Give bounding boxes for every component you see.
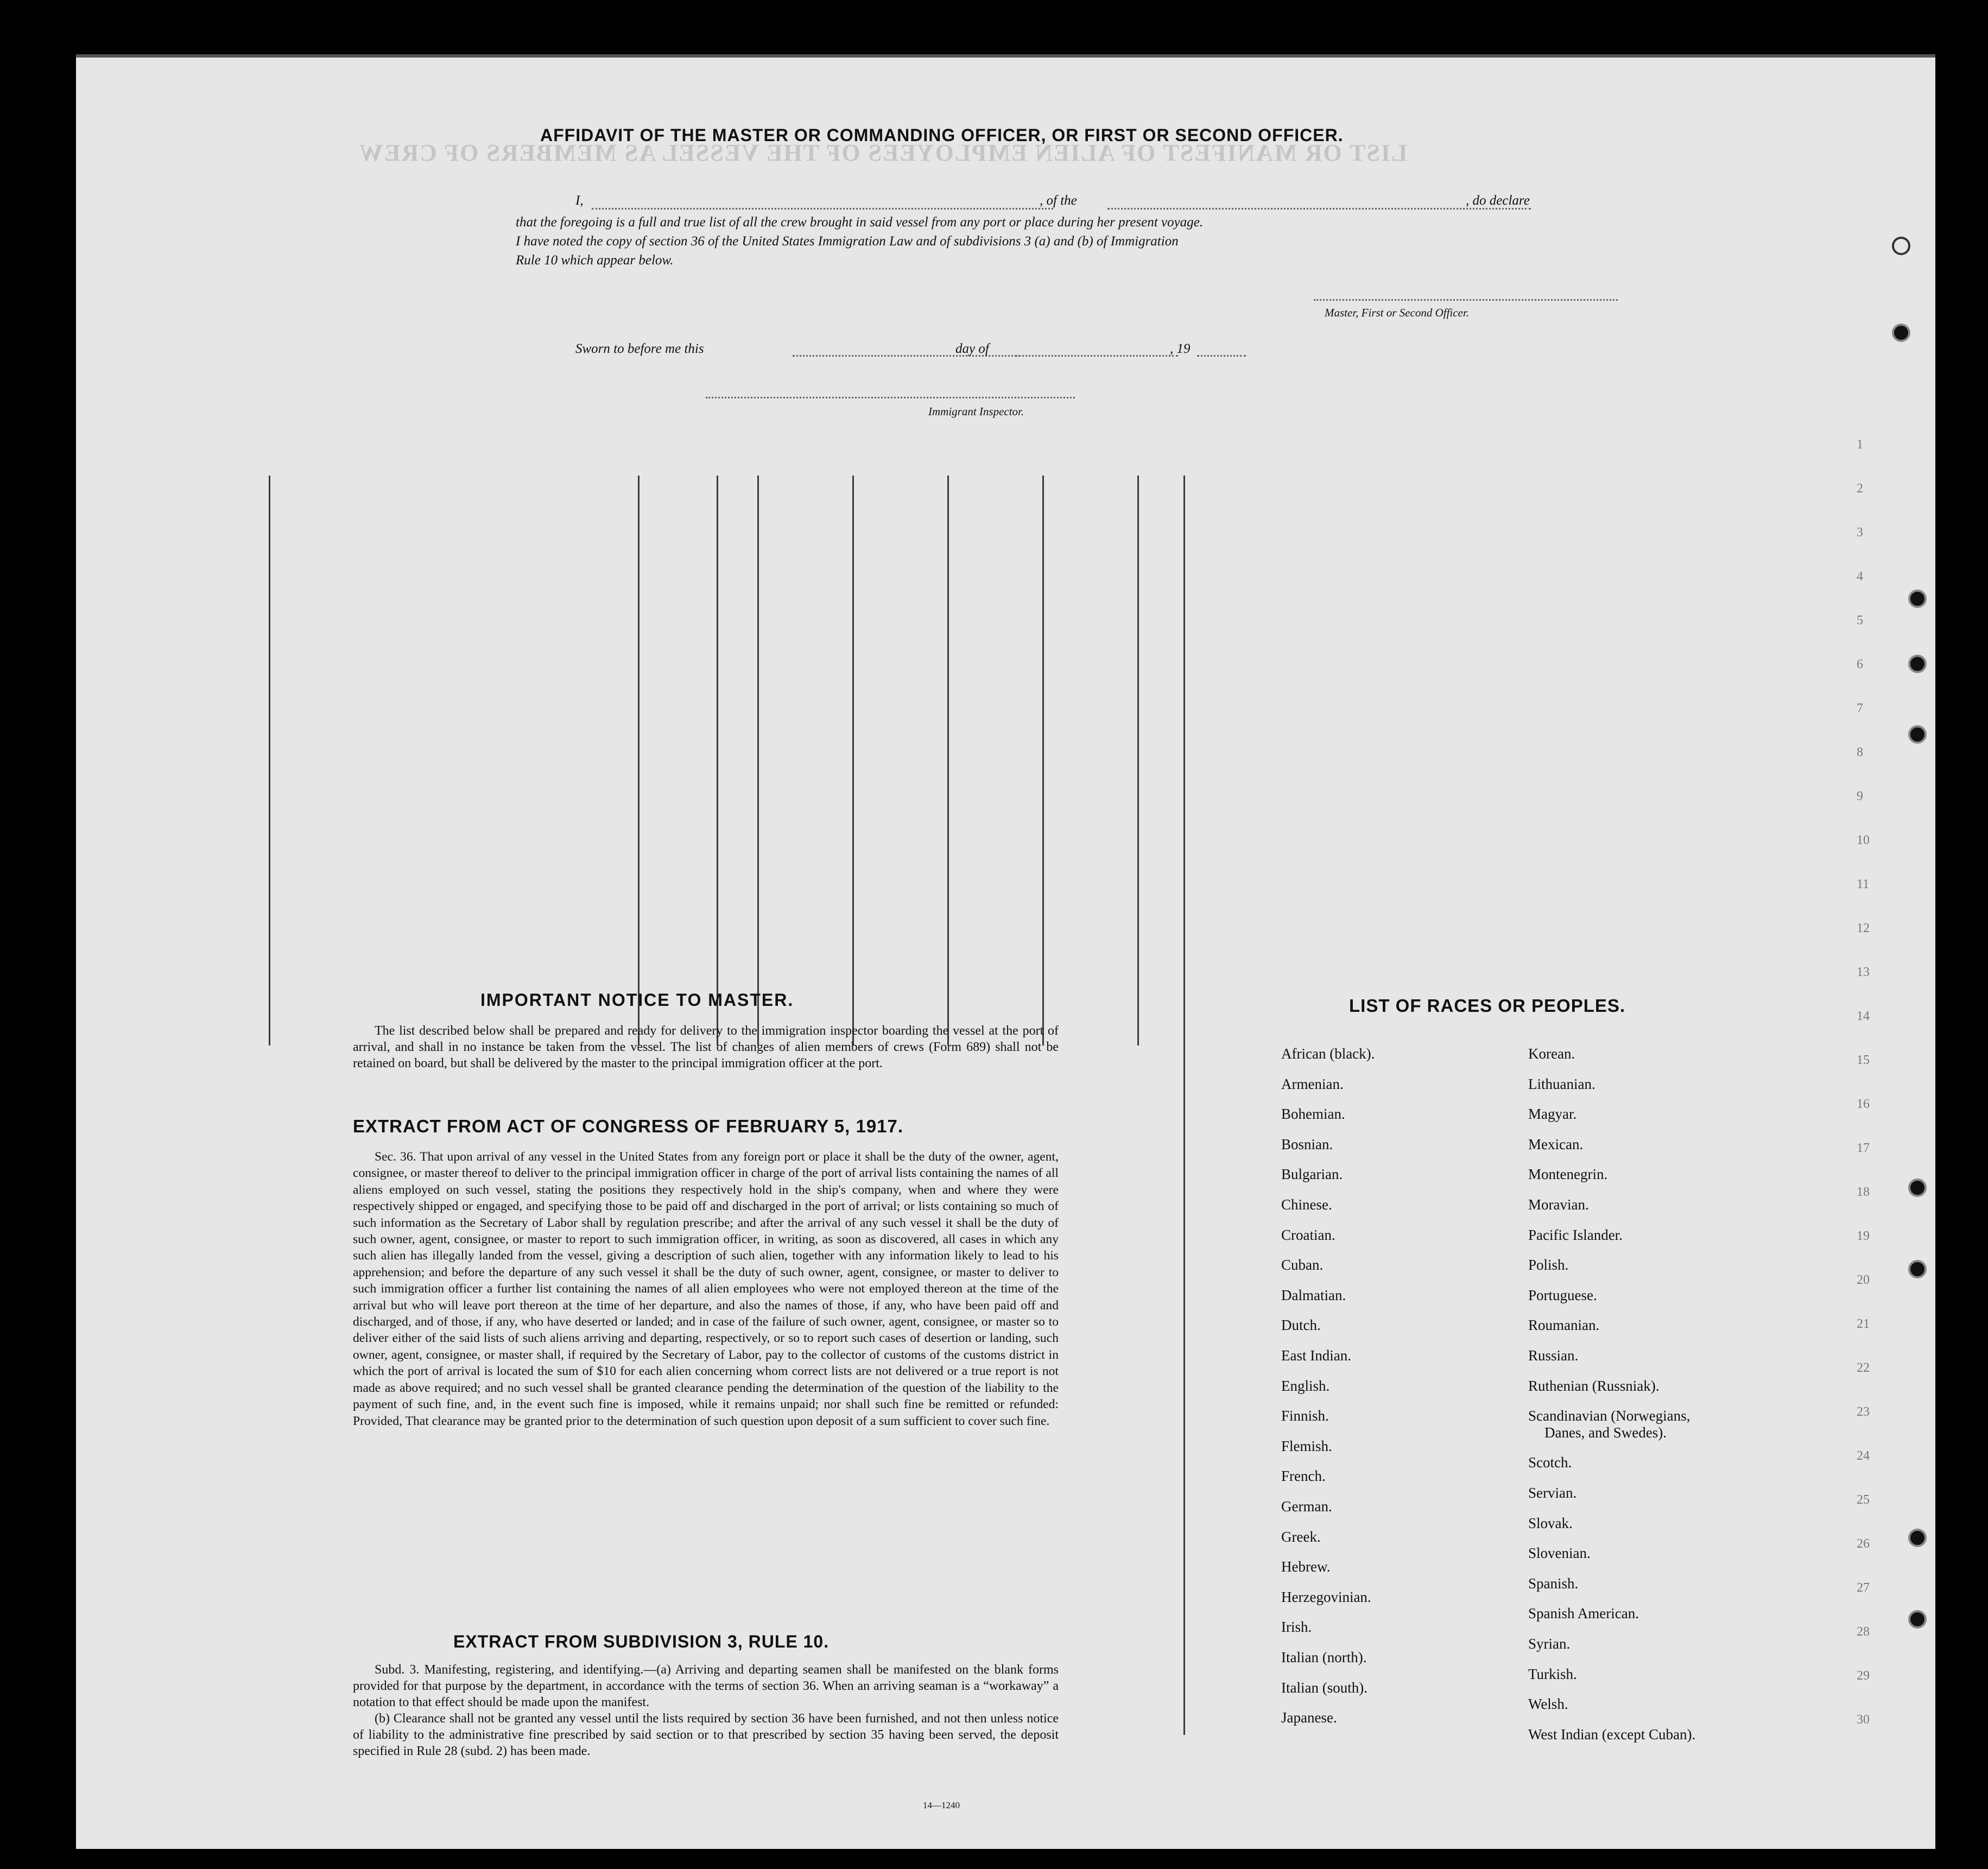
row-number: 30	[1857, 1713, 1870, 1727]
affidavit-line-2: that the foregoing is a full and true list of all the crew brought in said vessel from any port or place during her present voyage.	[516, 215, 1204, 230]
row-number: 20	[1857, 1273, 1870, 1287]
race-item: African (black).	[1281, 1046, 1375, 1062]
affidavit-i-label: I,	[575, 193, 584, 208]
affidavit-line-4: Rule 10 which appear below.	[516, 253, 674, 268]
races-list	[1281, 1046, 1824, 1751]
row-number: 9	[1857, 789, 1863, 803]
race-item: Mexican.	[1528, 1136, 1584, 1152]
race-item: Danes, and Swedes).	[1544, 1424, 1667, 1441]
race-item: Moravian.	[1528, 1196, 1589, 1213]
race-item: Spanish American.	[1528, 1605, 1639, 1622]
race-item: Armenian.	[1281, 1075, 1344, 1092]
extract-act-text	[353, 1149, 1059, 1429]
race-item: Italian (north).	[1281, 1649, 1367, 1665]
row-number: 12	[1857, 921, 1870, 935]
row-number: 14	[1857, 1009, 1870, 1023]
extract-act-title: EXTRACT FROM ACT OF CONGRESS OF FEBRUARY 5, 1917.	[353, 1116, 904, 1136]
race-item: Bulgarian.	[1281, 1166, 1343, 1183]
binder-hole	[1908, 725, 1927, 744]
race-item: Servian.	[1528, 1485, 1577, 1501]
race-item: Lithuanian.	[1528, 1075, 1596, 1092]
race-item: Turkish.	[1528, 1665, 1577, 1682]
race-item: Greek.	[1281, 1528, 1321, 1545]
binder-hole	[1908, 1529, 1927, 1547]
race-item: Chinese.	[1281, 1196, 1332, 1213]
race-item: Cuban.	[1281, 1257, 1324, 1274]
row-number: 16	[1857, 1097, 1870, 1111]
subdivision-3b-paragraph: (b) Clearance shall not be granted any vessel until the lists required by section 36 have been furnished, and not then unless notice of liability to the administrative fine prescribed by said section or to that prescribed by section 35 having been served, the deposit specified in Rule 28 (subd. 2) has been made.	[353, 1712, 1059, 1758]
race-item: Spanish.	[1528, 1575, 1579, 1592]
inspector-label: Immigrant Inspector.	[928, 405, 1024, 418]
row-number: 7	[1857, 701, 1863, 715]
manifest-page	[76, 54, 1935, 1849]
row-number: 24	[1857, 1449, 1870, 1463]
row-number: 21	[1857, 1317, 1870, 1331]
row-number: 13	[1857, 965, 1870, 979]
race-item: Dalmatian.	[1281, 1287, 1346, 1303]
race-item: Italian (south).	[1281, 1679, 1367, 1696]
column-rule	[269, 476, 270, 1046]
notice-title: IMPORTANT NOTICE TO MASTER.	[480, 990, 794, 1010]
binder-hole	[1908, 1260, 1927, 1278]
affidavit-of-the-label: , of the	[1040, 193, 1077, 208]
row-number: 5	[1857, 613, 1863, 628]
row-number: 2	[1857, 481, 1863, 496]
race-item: Dutch.	[1281, 1317, 1321, 1334]
race-item: Ruthenian (Russniak).	[1528, 1377, 1660, 1394]
row-number: 22	[1857, 1361, 1870, 1375]
race-item: West Indian (except Cuban).	[1528, 1726, 1696, 1743]
sworn-month-field[interactable]	[1015, 355, 1178, 357]
race-item: Bohemian.	[1281, 1106, 1345, 1123]
section-36-paragraph: Sec. 36. That upon arrival of any vessel in the United States from any foreign port or place it shall be the duty of the owner, agent, consignee, or master thereof to deliver to the principal immigration officer in charge of the port of arrival lists containing the names of all aliens employed on such vessel, stating the positions they respectively hold in the ship's company, when and where they were respectively shipped or engaged, and specifying those to be paid off and discharged in the port of arrival; or lists containing so much of such information as the Secretary of Labor shall by regulation prescribe; and after the arrival of any such vessel it shall be the duty of such owner, agent, consignee, or master to report to such immigration officer, in writing, as soon as discovered, all cases in which any such alien has illegally landed from the vessel, giving a description of such alien, together with any information likely to lead to his apprehension; and before the departure of any such vessel it shall be the duty of such owner, agent, consignee, or master to deliver to such immigration officer a further list containing the names of all alien employees who were not employed thereon at the time of the arrival but who will leave port thereon at the time of her departure, and also the names of those, if any, who have been paid off and discharged, and of those, if any, who have deserted or landed; and in case of the failure of such owner, agent, consignee, or master so to deliver either of the said lists of such aliens arriving and departing, respectively, or so to report such cases of desertion or landing, such owner, agent, consignee, or master shall, if required by the Secretary of Labor, pay to the collector of customs of the customs district in which the port of arrival is located the sum of $10 for each alien concerning whom correct lists are not delivered or a true report is not made as above required; and no such vessel shall be granted clearance pending the determination of the question of the liability to the payment of such fine, and, in the event such fine is imposed, while it remains unpaid; nor shall such fine be remitted or refunded: Provided, That clearance may be granted prior to the determination of such question upon deposit of a sum sufficient to cover such fine.	[353, 1150, 1059, 1428]
master-signature-field[interactable]	[1314, 299, 1618, 301]
column-rule	[1137, 476, 1139, 1046]
race-item: Flemish.	[1281, 1437, 1332, 1454]
row-number: 4	[1857, 569, 1863, 584]
column-rule	[757, 476, 759, 1046]
row-number: 8	[1857, 745, 1863, 759]
day-of-label: day of	[955, 341, 989, 356]
row-number: 3	[1857, 525, 1863, 540]
column-rule	[852, 476, 854, 1046]
race-item: Hebrew.	[1281, 1558, 1331, 1575]
binder-hole	[1908, 655, 1927, 673]
row-number: 26	[1857, 1537, 1870, 1551]
row-number: 29	[1857, 1669, 1870, 1683]
inspector-signature-field[interactable]	[706, 397, 1075, 398]
row-number: 10	[1857, 833, 1870, 847]
bleed-through-header: LIST OR MANIFEST OF ALIEN EMPLOYEES OF THE VESSEL AS MEMBERS OF CREW	[358, 140, 1408, 166]
race-item: Slovenian.	[1528, 1545, 1591, 1562]
notice-paragraph: The list described below shall be prepared and ready for delivery to the immigration inspector boarding the vessel at the port of arrival, and shall in no instance be taken from the vessel. The list of changes of alien members of crews (Form 689) shall not be retained on board, but shall be delivered by the master to the principal immigration officer at the port.	[353, 1024, 1059, 1070]
affidavit-title: AFFIDAVIT OF THE MASTER OR COMMANDING OFFICER, OR FIRST OR SECOND OFFICER.	[540, 125, 1344, 145]
race-item: Magyar.	[1528, 1106, 1577, 1123]
row-number: 28	[1857, 1625, 1870, 1639]
race-item: Japanese.	[1281, 1709, 1337, 1726]
row-number: 27	[1857, 1581, 1870, 1595]
column-rule	[947, 476, 949, 1046]
master-signature-label: Master, First or Second Officer.	[1325, 306, 1469, 319]
race-item: Bosnian.	[1281, 1136, 1333, 1152]
row-number: 25	[1857, 1493, 1870, 1507]
notice-text	[353, 1023, 1059, 1072]
sworn-year-field[interactable]	[1197, 355, 1246, 357]
race-item: Roumanian.	[1528, 1317, 1600, 1334]
extract-rule-title: EXTRACT FROM SUBDIVISION 3, RULE 10.	[453, 1632, 830, 1651]
row-number: 11	[1857, 877, 1870, 891]
race-item: French.	[1281, 1468, 1326, 1485]
race-item: Syrian.	[1528, 1636, 1571, 1652]
affidavit-do-declare-label: , do declare	[1466, 193, 1530, 208]
row-number-column	[1857, 438, 1889, 1740]
binder-hole	[1908, 590, 1927, 608]
race-item: Finnish.	[1281, 1408, 1329, 1424]
race-item: Polish.	[1528, 1257, 1569, 1274]
race-item: English.	[1281, 1377, 1330, 1394]
column-rule	[717, 476, 718, 1046]
row-number: 6	[1857, 657, 1863, 671]
race-item: Korean.	[1528, 1046, 1575, 1062]
race-item: Scandinavian (Norwegians,	[1528, 1408, 1691, 1424]
row-number: 1	[1857, 438, 1863, 452]
race-item: Irish.	[1281, 1619, 1312, 1636]
race-item: Russian.	[1528, 1347, 1579, 1364]
affidavit-name-field[interactable]	[592, 208, 1053, 210]
race-item: Pacific Islander.	[1528, 1226, 1623, 1243]
binder-hole	[1908, 1179, 1927, 1197]
races-title: LIST OF RACES OR PEOPLES.	[1349, 996, 1626, 1016]
affidavit-line-3: I have noted the copy of section 36 of the United States Immigration Law and of subdivisions 3 (a) and (b) of Immigration	[516, 234, 1179, 249]
column-rule	[1183, 1382, 1185, 1735]
subdivision-3a-paragraph: Subd. 3. Manifesting, registering, and identifying.—(a) Arriving and departing seamen shall be manifested on the blank forms provided for that purpose by the department, in accordance with the terms of section 36. When an arriving seaman is a “workaway” a notation to that effect should be made upon the manifest.	[353, 1663, 1059, 1709]
race-item: Scotch.	[1528, 1454, 1572, 1471]
row-number: 15	[1857, 1053, 1870, 1067]
year-label: , 19	[1170, 341, 1191, 356]
form-number: 14—1240	[923, 1800, 960, 1810]
row-number: 18	[1857, 1185, 1870, 1199]
race-item: Welsh.	[1528, 1696, 1568, 1713]
race-item: Slovak.	[1528, 1515, 1573, 1531]
column-rule	[1042, 476, 1044, 1046]
column-rule	[1183, 476, 1185, 1480]
column-rule	[638, 476, 640, 1046]
binder-hole	[1908, 1610, 1927, 1629]
binder-hole	[1892, 237, 1910, 255]
sworn-label: Sworn to before me this	[575, 341, 704, 356]
race-item: German.	[1281, 1498, 1332, 1515]
extract-rule-text	[353, 1662, 1059, 1759]
row-number: 19	[1857, 1229, 1870, 1243]
race-item: East Indian.	[1281, 1347, 1351, 1364]
binder-hole	[1892, 324, 1910, 342]
race-item: Croatian.	[1281, 1226, 1335, 1243]
race-item: Montenegrin.	[1528, 1166, 1608, 1183]
race-item: Portuguese.	[1528, 1287, 1597, 1303]
row-number: 17	[1857, 1141, 1870, 1155]
race-item: Herzegovinian.	[1281, 1588, 1371, 1605]
row-number: 23	[1857, 1405, 1870, 1419]
